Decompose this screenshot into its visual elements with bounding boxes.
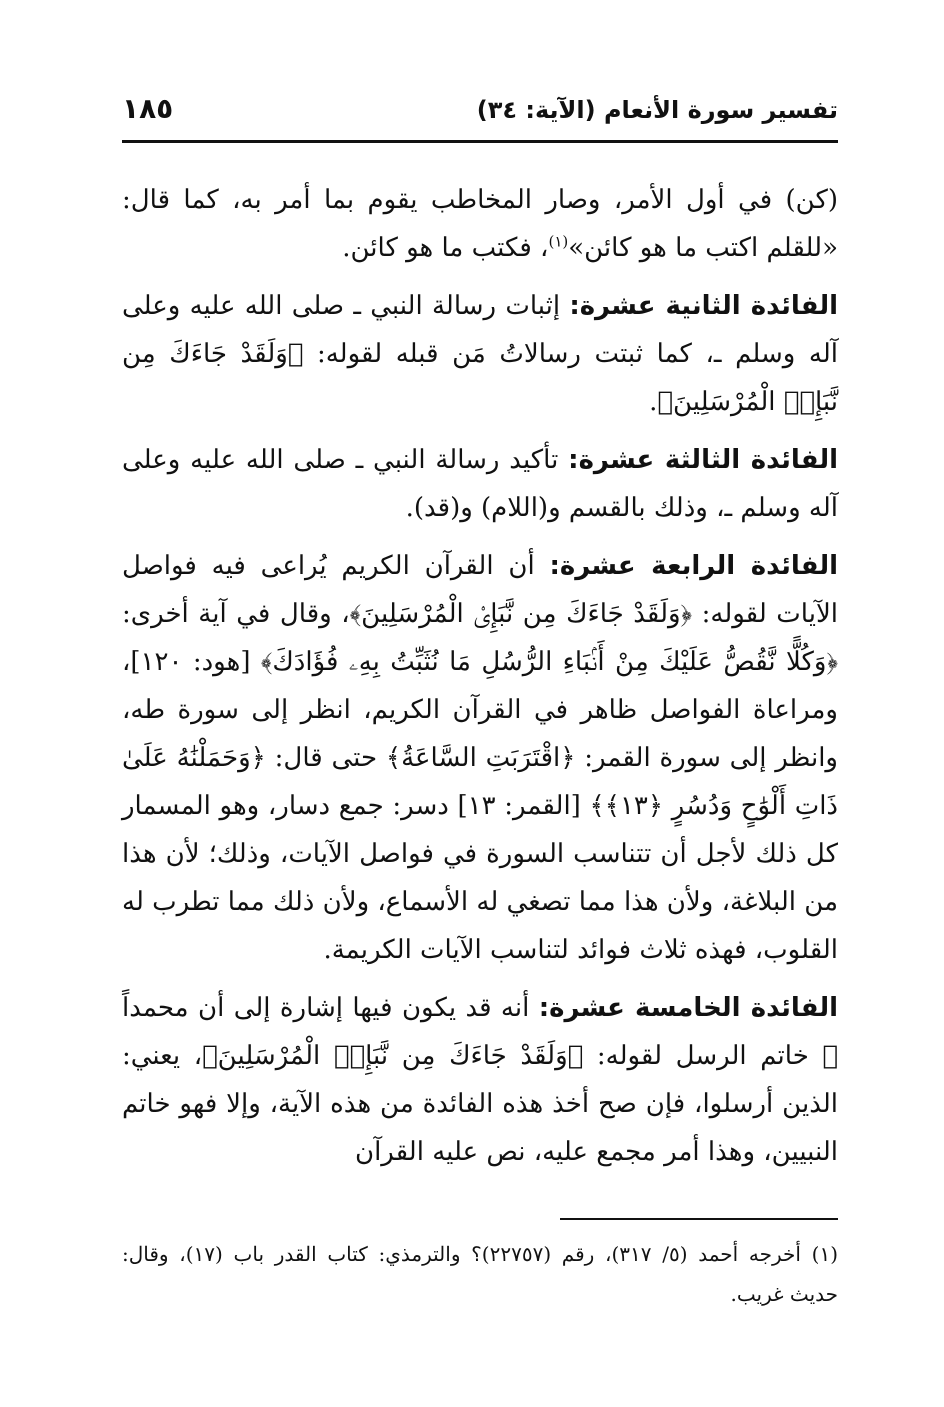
page-number: ١٨٥ <box>122 92 174 125</box>
benefit-heading: الفائدة الثالثة عشرة: <box>568 445 839 475</box>
page-header <box>122 88 838 134</box>
benefit-14 <box>122 542 838 974</box>
paragraph-text: (كن) في أول الأمر، وصار المخاطب يقوم بما أمر به، كما قال: «للقلم اكتب ما هو كائن» <box>122 185 838 263</box>
benefit-12 <box>122 282 838 426</box>
paragraph-text: أنه قد يكون فيها إشارة إلى أن محمداً ﷺ خاتم الرسل لقوله: ﴿وَلَقَدْ جَاءَكَ مِن نَّبَإِى۟ الْمُرْسَلِينَ﴾، يعني: الذين أرسلوا، فإن صح أخذ هذه الفائدة من هذه الآية، وإلا فهو خاتم النبيين، وهذا أمر مجمع عليه، نص عليه القرآن <box>122 993 838 1167</box>
paragraph-text: أن القرآن الكريم يُراعى فيه فواصل الآيات لقوله: ﴿وَلَقَدْ جَاءَكَ مِن نَّبَإِى۟ الْمُرْسَلِينَ﴾، وقال في آية أخرى: ﴿وَكُلًّا نَّقُصُّ عَلَيْكَ مِنْ أَنۢبَاءِ الرُّسُلِ مَا نُثَبِّتُ بِهِۦ فُؤَادَكَ﴾ [هود: ١٢٠]، ومراعاة الفواصل ظاهر في القرآن الكريم، انظر إلى سورة طه، وانظر إلى سورة القمر: ﴿اقْتَرَبَتِ السَّاعَةُ﴾ حتى قال: ﴿وَحَمَلْنَٰهُ عَلَىٰ ذَاتِ أَلْوَٰحٍ وَدُسُرٍ ﴿١٣﴾﴾ [القمر: ١٣] دسر: جمع دسار، وهو المسمار كل ذلك لأجل أن تتناسب السورة في فواصل الآيات، وذلك؛ لأن هذا من البلاغة، ولأن هذا مما تصغي له الأسماع، ولأن ذلك مما تطرب له القلوب، فهذه ثلاث فوائد لتناسب الآيات الكريمة. <box>122 551 839 965</box>
footnote: (١) أخرجه أحمد (٥/ ٣١٧)، رقم (٢٢٧٥٧)؟ والترمذي: كتاب القدر باب (١٧)، وقال: حديث غريب. <box>122 1242 838 1306</box>
paragraph-text: إثبات رسالة النبي ـ صلى الله عليه وعلى آله وسلم ـ، كما ثبتت رسالاتُ مَن قبله لقوله: ﴿وَلَقَدْ جَاءَكَ مِن نَّبَإِى۟ الْمُرْسَلِينَ﴾. <box>122 291 838 417</box>
footnote-divider <box>560 1218 838 1220</box>
paragraph-continuation <box>122 176 838 272</box>
paragraph-text-end: ، فكتب ما هو كائن. <box>342 233 549 263</box>
header-divider <box>122 140 838 143</box>
benefit-15 <box>122 984 838 1176</box>
benefit-heading: الفائدة الخامسة عشرة: <box>538 993 838 1023</box>
footnote-reference: (١) <box>548 232 569 251</box>
benefit-heading: الفائدة الثانية عشرة: <box>569 291 839 321</box>
benefit-heading: الفائدة الرابعة عشرة: <box>549 551 839 581</box>
main-text <box>122 176 838 1186</box>
benefit-13 <box>122 436 838 532</box>
running-title: تفسير سورة الأنعام (الآية: ٣٤) <box>476 96 838 124</box>
paragraph-text: تأكيد رسالة النبي ـ صلى الله عليه وعلى آله وسلم ـ، وذلك بالقسم و(اللام) و(قد). <box>122 445 838 523</box>
